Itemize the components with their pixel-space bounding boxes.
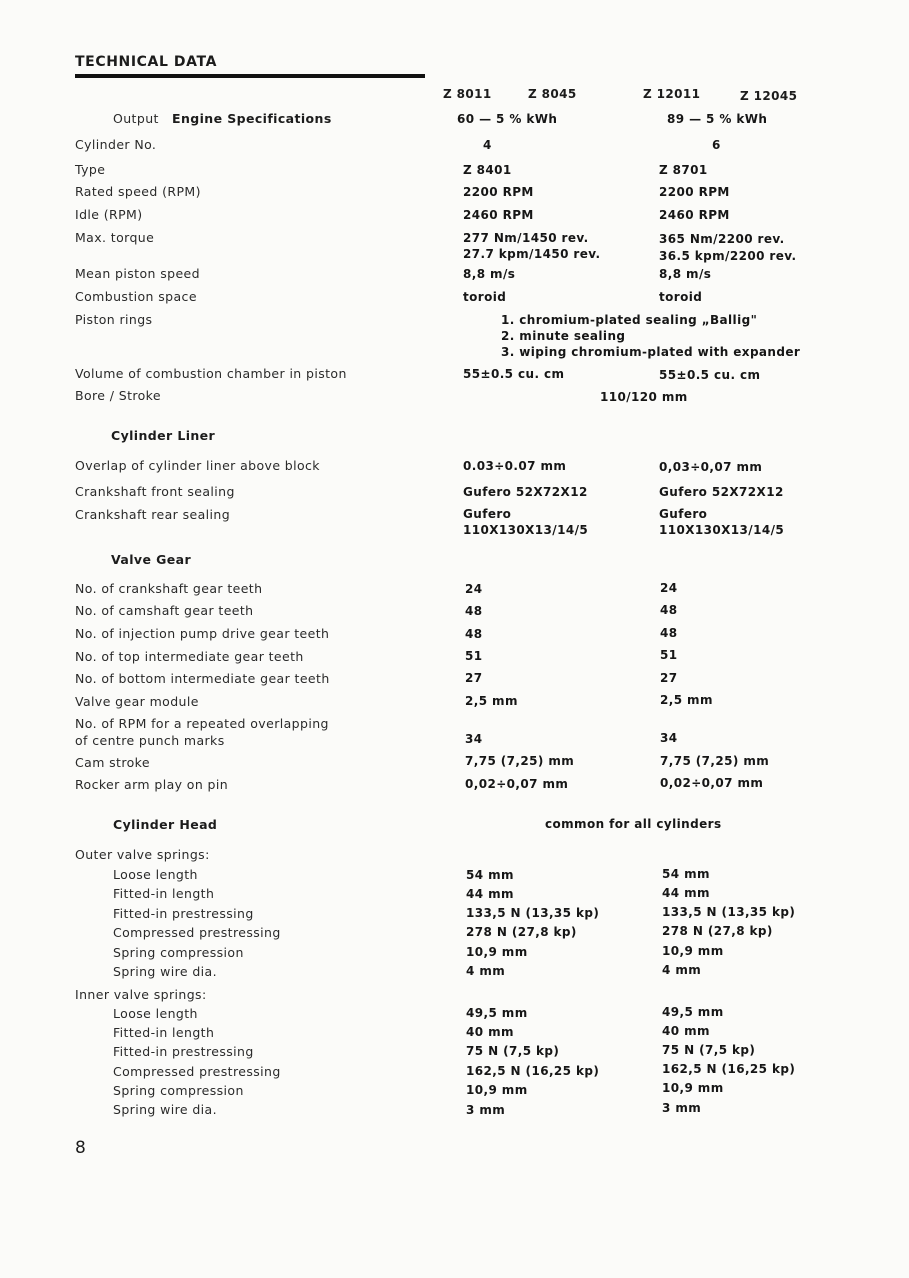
spec-value-b: 75 N (7,5 kp) — [662, 1043, 756, 1057]
spec-value-b: toroid — [659, 290, 703, 304]
title-underline — [75, 74, 425, 78]
spec-value-a: 51 — [465, 649, 483, 663]
spec-value-a: 4 mm — [466, 964, 506, 978]
column-header-z12045: Z 12045 — [740, 89, 798, 103]
spec-label: Spring wire dia. — [113, 964, 217, 979]
spec-value-a-secondary: 110X130X13/14/5 — [463, 523, 589, 537]
spec-value-b: 0,02÷0,07 mm — [660, 776, 764, 790]
spec-value-a: 49,5 mm — [466, 1006, 528, 1020]
spec-value-b: 278 N (27,8 kp) — [662, 924, 773, 938]
spec-value-b: 40 mm — [662, 1024, 710, 1038]
spec-value-a: 40 mm — [466, 1025, 514, 1039]
spec-value-a: 24 — [465, 582, 483, 596]
spec-value-a: 10,9 mm — [466, 945, 528, 959]
page-number: 8 — [75, 1138, 86, 1158]
spec-label: Loose length — [113, 867, 198, 882]
spec-value-a: 48 — [465, 627, 483, 641]
spec-value-b-secondary: 110X130X13/14/5 — [659, 523, 785, 537]
spec-value-a: Gufero 52X72X12 — [463, 485, 588, 499]
spec-value-b: 10,9 mm — [662, 944, 724, 958]
spec-label: No. of bottom intermediate gear teeth — [75, 671, 330, 686]
spec-value-b: 49,5 mm — [662, 1005, 724, 1019]
spec-label: No. of injection pump drive gear teeth — [75, 626, 330, 641]
spec-value-a: toroid — [463, 290, 507, 304]
spec-value-b: 10,9 mm — [662, 1081, 724, 1095]
spec-label: Spring compression — [113, 945, 244, 960]
section-heading-liner: Cylinder Liner — [111, 428, 216, 443]
spec-value-a: 0.03÷0.07 mm — [463, 459, 567, 473]
spec-value-a: 277 Nm/1450 rev. — [463, 231, 589, 245]
spec-label: Loose length — [113, 1006, 198, 1021]
spec-value-a: 278 N (27,8 kp) — [466, 925, 577, 939]
spec-value-common: 110/120 mm — [600, 390, 688, 404]
subsection-label-inner-springs: Inner valve springs: — [75, 987, 207, 1002]
spec-label: No. of crankshaft gear teeth — [75, 581, 263, 596]
spec-label: Rated speed (RPM) — [75, 184, 201, 199]
spec-value-b: 8,8 m/s — [659, 267, 712, 281]
spec-value-b: 34 — [660, 731, 678, 745]
spec-value-b: 54 mm — [662, 867, 710, 881]
spec-value-a: 54 mm — [466, 868, 514, 882]
spec-value-a: 75 N (7,5 kp) — [466, 1044, 560, 1058]
spec-value-b: 2200 RPM — [659, 185, 730, 199]
spec-value-a: Gufero — [463, 507, 512, 521]
spec-label: Fitted-in prestressing — [113, 906, 254, 921]
spec-value-a: 55±0.5 cu. cm — [463, 367, 565, 381]
spec-value-b: 44 mm — [662, 886, 710, 900]
spec-label: Cam stroke — [75, 755, 150, 770]
spec-value-b: Gufero 52X72X12 — [659, 485, 784, 499]
spec-label: No. of top intermediate gear teeth — [75, 649, 304, 664]
spec-label: No. of camshaft gear teeth — [75, 603, 254, 618]
spec-label: Bore / Stroke — [75, 388, 161, 403]
spec-label: Volume of combustion chamber in piston — [75, 366, 347, 381]
spec-value-b: 3 mm — [662, 1101, 702, 1115]
spec-label: Fitted-in length — [113, 1025, 215, 1040]
column-header-z8011: Z 8011 — [443, 87, 492, 101]
spec-value-b: Z 8701 — [659, 163, 708, 177]
spec-value-b: 51 — [660, 648, 678, 662]
spec-value-a: 8,8 m/s — [463, 267, 516, 281]
spec-value-a-secondary: 27.7 kpm/1450 rev. — [463, 247, 601, 261]
column-header-z8045: Z 8045 — [528, 87, 577, 101]
column-header-z12011: Z 12011 — [643, 87, 701, 101]
spec-label: Type — [75, 162, 106, 177]
spec-value-b: 365 Nm/2200 rev. — [659, 232, 785, 246]
spec-value-b: 0,03÷0,07 mm — [659, 460, 763, 474]
spec-value-b: 48 — [660, 626, 678, 640]
spec-value-b: 2,5 mm — [660, 693, 713, 707]
spec-value-a: 0,02÷0,07 mm — [465, 777, 569, 791]
piston-ring-item: 1. chromium-plated sealing „Ballig" — [501, 313, 758, 327]
spec-label: Crankshaft front sealing — [75, 484, 235, 499]
piston-ring-item: 3. wiping chromium-plated with expander — [501, 345, 801, 359]
spec-label: Spring wire dia. — [113, 1102, 217, 1117]
spec-value-b: 27 — [660, 671, 678, 685]
spec-value-a: 2200 RPM — [463, 185, 534, 199]
spec-value-a: 133,5 N (13,35 kp) — [466, 906, 600, 920]
page-title: TECHNICAL DATA — [75, 54, 218, 70]
spec-value-a: 10,9 mm — [466, 1083, 528, 1097]
output-value-6cyl: 89 — 5 % kWh — [667, 112, 768, 126]
spec-value-b: 6 — [712, 138, 721, 152]
spec-label: Compressed prestressing — [113, 925, 281, 940]
spec-label: Max. torque — [75, 230, 155, 245]
spec-value-a: 27 — [465, 671, 483, 685]
spec-value-b: Gufero — [659, 507, 708, 521]
spec-value-a: 7,75 (7,25) mm — [465, 754, 575, 768]
output-label: Output — [113, 111, 159, 126]
spec-label: Fitted-in prestressing — [113, 1044, 254, 1059]
spec-value-a: 162,5 N (16,25 kp) — [466, 1064, 600, 1078]
section-heading-valve-gear: Valve Gear — [111, 552, 192, 567]
spec-label: Cylinder No. — [75, 137, 157, 152]
spec-value-a: 2460 RPM — [463, 208, 534, 222]
spec-value-b: 4 mm — [662, 963, 702, 977]
spec-value-a: 4 — [483, 138, 492, 152]
spec-value-b-secondary: 36.5 kpm/2200 rev. — [659, 249, 797, 263]
spec-label: Idle (RPM) — [75, 207, 143, 222]
piston-ring-item: 2. minute sealing — [501, 329, 626, 343]
spec-label: Overlap of cylinder liner above block — [75, 458, 320, 473]
spec-label: Mean piston speed — [75, 266, 200, 281]
spec-label: Crankshaft rear sealing — [75, 507, 231, 522]
spec-value-b: 48 — [660, 603, 678, 617]
section-heading-cylinder-head: Cylinder Head — [113, 817, 218, 832]
spec-label: Rocker arm play on pin — [75, 777, 229, 792]
spec-value-a: Z 8401 — [463, 163, 512, 177]
spec-label: Fitted-in length — [113, 886, 215, 901]
spec-label: Combustion space — [75, 289, 197, 304]
spec-value-b: 2460 RPM — [659, 208, 730, 222]
spec-value-b: 162,5 N (16,25 kp) — [662, 1062, 796, 1076]
spec-value-a: 44 mm — [466, 887, 514, 901]
spec-value-b: 7,75 (7,25) mm — [660, 754, 770, 768]
spec-label: Piston rings — [75, 312, 153, 327]
subsection-label-outer-springs: Outer valve springs: — [75, 847, 210, 862]
section-heading-engine: Engine Specifications — [172, 111, 332, 126]
output-value-4cyl: 60 — 5 % kWh — [457, 112, 558, 126]
spec-value-a: 2,5 mm — [465, 694, 518, 708]
spec-label: Compressed prestressing — [113, 1064, 281, 1079]
spec-value-b: 133,5 N (13,35 kp) — [662, 905, 796, 919]
spec-value-a: 48 — [465, 604, 483, 618]
spec-label: Valve gear module — [75, 694, 199, 709]
spec-value-b: 24 — [660, 581, 678, 595]
spec-value-a: 3 mm — [466, 1103, 506, 1117]
spec-label: Spring compression — [113, 1083, 244, 1098]
spec-value-a: 34 — [465, 732, 483, 746]
spec-label: No. of RPM for a repeated overlapping — [75, 716, 329, 731]
spec-label-secondary: of centre punch marks — [75, 733, 225, 748]
spec-value-common: common for all cylinders — [545, 817, 722, 831]
spec-value-b: 55±0.5 cu. cm — [659, 368, 761, 382]
